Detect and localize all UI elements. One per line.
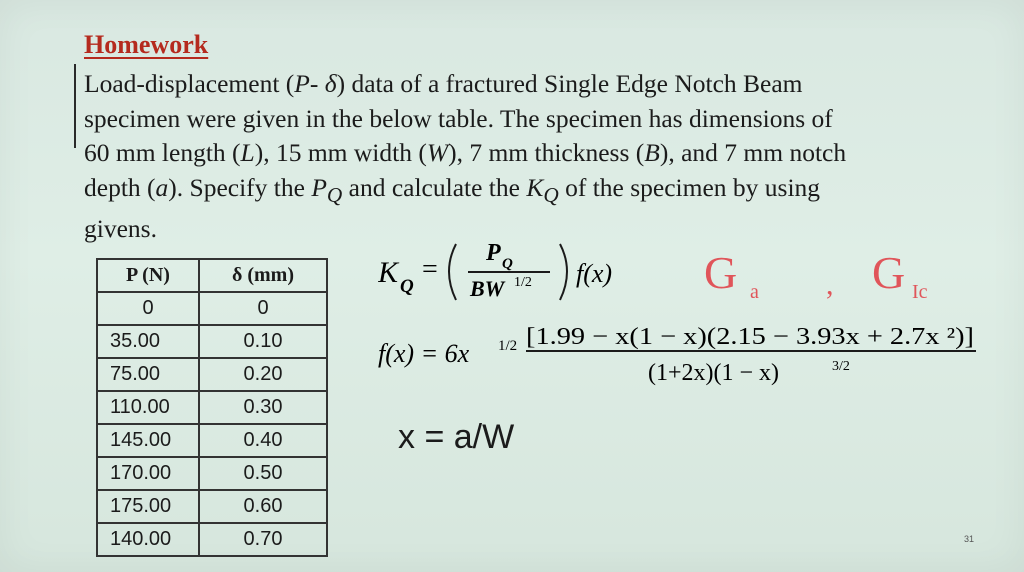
table-row <box>97 424 327 457</box>
handwritten-sub-a: a <box>750 281 759 303</box>
statement-line-2: specimen were given in the below table. The specimen has dimensions of <box>84 103 833 133</box>
table-row <box>97 292 327 325</box>
header-load: P (N) <box>97 259 199 292</box>
kq-symbol: K <box>378 256 399 289</box>
cell-displacement: 0.30 <box>199 391 327 424</box>
cell-displacement: 0.10 <box>199 325 327 358</box>
bw-denominator: BW <box>470 276 505 301</box>
cell-displacement: 0.20 <box>199 358 327 391</box>
cell-load: 0 <box>97 292 199 325</box>
bw-exponent: 1/2 <box>514 275 532 290</box>
cell-load: 140.00 <box>97 523 199 556</box>
homework-title: Homework <box>84 30 209 59</box>
kq-formula <box>378 236 708 306</box>
table-row <box>97 523 327 556</box>
cell-load: 75.00 <box>97 358 199 391</box>
load-displacement-table <box>96 258 328 557</box>
handwritten-note <box>700 244 1000 304</box>
cell-displacement: 0.50 <box>199 457 327 490</box>
pq-subscript: Q <box>502 256 513 272</box>
fx-lhs: f(x) = 6x <box>378 339 470 368</box>
margin-bar <box>74 64 76 148</box>
fx-formula <box>378 316 998 388</box>
table-row <box>97 391 327 424</box>
cell-load: 170.00 <box>97 457 199 490</box>
problem-statement <box>84 67 1004 247</box>
x-definition: x = a/W <box>398 418 515 456</box>
handwritten-sub-ic: Ic <box>912 281 928 303</box>
cell-load: 175.00 <box>97 490 199 523</box>
statement-line-5: givens. <box>84 214 157 244</box>
cell-load: 35.00 <box>97 325 199 358</box>
table-row <box>97 325 327 358</box>
table-row <box>97 490 327 523</box>
handwritten-g-a: G <box>704 247 738 298</box>
fx-den-exponent: 3/2 <box>832 359 850 374</box>
pq-numerator: P <box>486 240 501 266</box>
cell-load: 110.00 <box>97 391 199 424</box>
kq-equals: = <box>422 254 438 285</box>
cell-load: 145.00 <box>97 424 199 457</box>
left-paren <box>449 244 456 300</box>
handwritten-g-ic: G <box>872 247 906 298</box>
fx-exponent: 1/2 <box>498 338 518 354</box>
cell-displacement: 0.70 <box>199 523 327 556</box>
statement-line-3: 60 mm length (L), 15 mm width (W), 7 mm thickness (B), and 7 mm notch <box>84 138 847 167</box>
kq-subscript: Q <box>400 276 414 297</box>
cell-displacement: 0.60 <box>199 490 327 523</box>
handwritten-comma: , <box>826 268 834 301</box>
cell-displacement: 0 <box>199 292 327 325</box>
fx-term: f(x) <box>576 259 613 288</box>
statement-line-1: Load-displacement (P- δ) data of a fractured Single Edge Notch Beam <box>84 69 803 98</box>
cell-displacement: 0.40 <box>199 424 327 457</box>
page-number: 31 <box>964 534 975 544</box>
fx-numerator: [1.99 − x(1 − x)(2.15 − 3.93x + 2.7x ²)] <box>526 324 974 350</box>
table-header-row <box>97 259 327 292</box>
statement-line-4: depth (a). Specify the $P_Q$ and calculate the $K_Q$ of the specimen by using <box>84 172 821 207</box>
right-paren <box>560 244 567 300</box>
table-row <box>97 457 327 490</box>
table-row <box>97 358 327 391</box>
header-displacement: δ (mm) <box>199 259 327 292</box>
fx-denominator: (1+2x)(1 − x) <box>648 360 780 386</box>
